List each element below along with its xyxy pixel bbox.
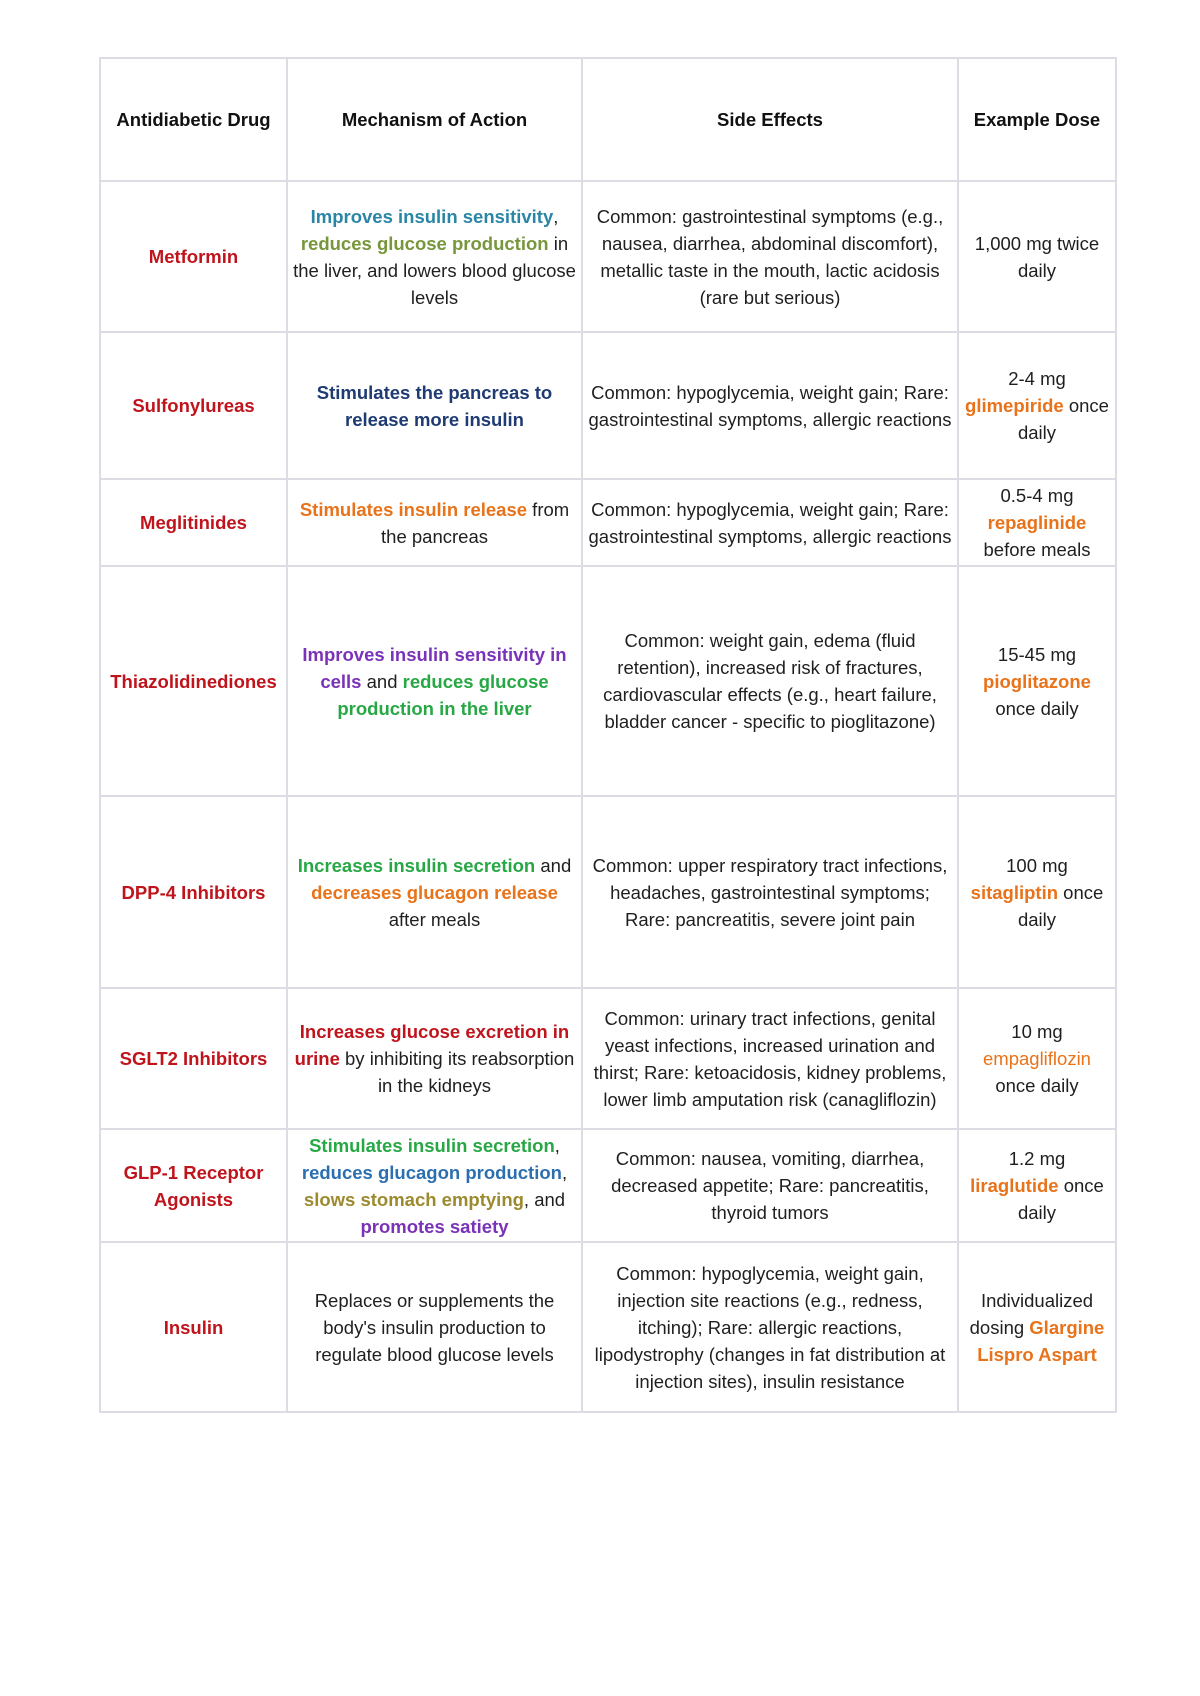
dose-cell (958, 566, 1116, 796)
text-run: before meals (983, 539, 1091, 560)
mechanism-cell (287, 1129, 582, 1242)
text-run: once daily (995, 697, 1079, 719)
text-run: reduces glucose production in the liver (337, 670, 549, 719)
mechanism-cell (287, 479, 582, 566)
mechanism-cell (287, 796, 582, 988)
text-run: from the pancreas (381, 498, 570, 547)
table-row-thiazolidinediones (100, 566, 1116, 796)
side-effects-cell: Common: hypoglycemia, weight gain; Rare: gastrointestinal symptoms, allergic reactions (582, 479, 958, 566)
text-run: liraglutide (970, 1175, 1059, 1196)
text-run: sitagliptin (970, 881, 1059, 903)
table-row-sglt2-inhibitors (100, 988, 1116, 1129)
side-effects-cell: Common: nausea, vomiting, diarrhea, decreased appetite; Rare: pancreatitis, thyroid tumors (582, 1129, 958, 1242)
text-run: Stimulates insulin secretion (309, 1134, 555, 1156)
dose-cell (958, 479, 1116, 566)
table-row-meglitinides (100, 479, 1116, 566)
header-mechanism: Mechanism of Action (287, 58, 582, 181)
text-run: 10 mg (1011, 1021, 1063, 1042)
side-effects-cell: Common: urinary tract infections, genital yeast infections, increased urination and thirst; Rare: ketoacidosis, kidney problems, lower limb amputation risk (canagliflozin) (582, 988, 958, 1129)
text-run: 15-45 mg (997, 643, 1077, 665)
side-effects-cell: Common: upper respiratory tract infections, headaches, gastrointestinal symptoms; Rare: pancreatitis, severe joint pain (582, 796, 958, 988)
drug-name-cell: Metformin (100, 181, 287, 332)
text-run: decreases glucagon release (311, 881, 558, 903)
mechanism-cell (287, 988, 582, 1129)
text-run: Individualized dosing (969, 1289, 1094, 1338)
text-run: once daily (995, 1075, 1079, 1096)
text-run: empagliflozin (983, 1048, 1091, 1069)
side-effects-cell: Common: gastrointestinal symptoms (e.g., nausea, diarrhea, abdominal discomfort), metallic taste in the mouth, lactic acidosis (rare but serious) (582, 181, 958, 332)
side-effects-cell: Common: weight gain, edema (fluid retention), increased risk of fractures, cardiovascular effects (e.g., heart failure, bladder cancer - specific to pioglitazone) (582, 566, 958, 796)
dose-cell (958, 1242, 1116, 1412)
header-drug: Antidiabetic Drug (100, 58, 287, 181)
table-body (100, 181, 1116, 1412)
table-row-insulin (100, 1242, 1116, 1412)
text-run: , (561, 1161, 568, 1183)
drug-name-cell: Insulin (100, 1242, 287, 1412)
side-effects-cell: Common: hypoglycemia, weight gain, injection site reactions (e.g., redness, itching); Rare: allergic reactions, lipodystrophy (changes in fat distribution at injection sites), insulin resistance (582, 1242, 958, 1412)
text-run: Stimulates insulin release (299, 498, 528, 520)
table-row-glp-1-receptor-agonists (100, 1129, 1116, 1242)
text-run: reduces glucose production (300, 232, 549, 254)
text-run: promotes satiety (360, 1215, 509, 1237)
drug-name-cell: GLP-1 Receptor Agonists (100, 1129, 287, 1242)
text-run: , and (523, 1188, 566, 1210)
dose-cell (958, 181, 1116, 332)
text-run: glimepiride (965, 395, 1064, 416)
text-run: after meals (388, 908, 481, 930)
text-run: Improves insulin sensitivity in cells (302, 643, 567, 692)
text-run: pioglitazone (983, 670, 1091, 692)
drug-name-cell: Sulfonylureas (100, 332, 287, 479)
text-run: by inhibiting its reabsorption in the kidneys (339, 1048, 575, 1096)
text-run: reduces glucagon production (301, 1161, 562, 1183)
table-header-row (100, 58, 1116, 181)
table-row-metformin (100, 181, 1116, 332)
text-run: once daily (1017, 1175, 1104, 1223)
text-run: Replaces or supplements the body's insulin production to regulate blood glucose levels (314, 1289, 555, 1365)
text-run: , (553, 205, 559, 227)
text-run: Improves insulin sensitivity (310, 205, 554, 227)
dose-cell (958, 1129, 1116, 1242)
drug-name-cell: SGLT2 Inhibitors (100, 988, 287, 1129)
text-run: 100 mg (1006, 854, 1068, 876)
mechanism-cell (287, 332, 582, 479)
text-run: and (535, 854, 572, 876)
side-effects-cell: Common: hypoglycemia, weight gain; Rare: gastrointestinal symptoms, allergic reactions (582, 332, 958, 479)
mechanism-cell (287, 1242, 582, 1412)
text-run: Glargine Lispro Aspart (977, 1316, 1105, 1365)
text-run: once daily (1017, 395, 1109, 443)
text-run: , (554, 1134, 560, 1156)
mechanism-cell (287, 181, 582, 332)
header-side-effects: Side Effects (582, 58, 958, 181)
mechanism-cell (287, 566, 582, 796)
dose-cell (958, 332, 1116, 479)
text-run: 0.5-4 mg (1000, 485, 1074, 506)
dose-cell (958, 796, 1116, 988)
drug-name-cell: Meglitinides (100, 479, 287, 566)
text-run: once daily (1017, 881, 1104, 930)
text-run: slows stomach emptying (303, 1188, 524, 1210)
text-run: repaglinide (987, 512, 1087, 533)
drug-name-cell: Thiazolidinediones (100, 566, 287, 796)
drug-name-cell: DPP-4 Inhibitors (100, 796, 287, 988)
text-run: 1.2 mg (1008, 1148, 1066, 1169)
table-row-dpp-4-inhibitors (100, 796, 1116, 988)
table-row-sulfonylureas (100, 332, 1116, 479)
text-run: Stimulates the pancreas to release more insulin (316, 381, 553, 430)
text-run: in the liver, and lowers blood glucose levels (293, 232, 576, 308)
dose-cell (958, 988, 1116, 1129)
text-run: Increases glucose excretion in urine (294, 1021, 570, 1069)
text-run: and (361, 670, 403, 692)
text-run: Increases insulin secretion (297, 854, 536, 876)
antidiabetic-drug-table (99, 57, 1117, 1413)
text-run: 1,000 mg twice daily (974, 232, 1100, 281)
text-run: 2-4 mg (1008, 368, 1066, 389)
header-dose: Example Dose (958, 58, 1116, 181)
